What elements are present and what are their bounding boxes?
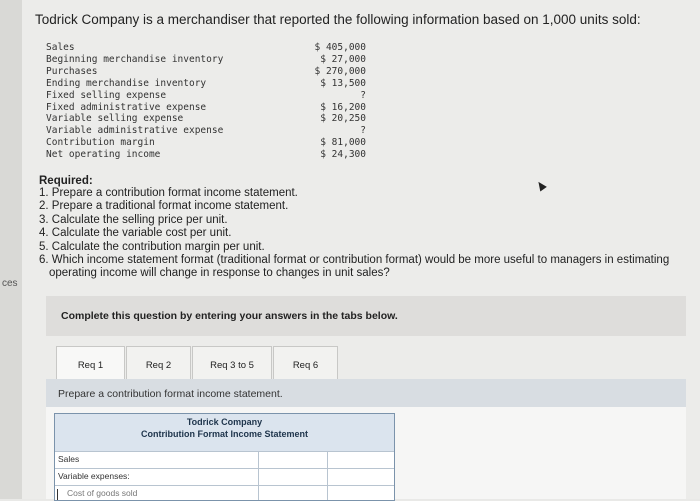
table-row [46,137,366,149]
sidebar-label: ces [2,278,18,289]
total-input[interactable] [327,452,395,468]
row-label[interactable]: Cost of goods sold [67,488,138,498]
item-label: Variable selling expense [46,113,184,125]
statement-header [55,414,394,451]
complete-instruction: Complete this question by entering your answers in the tabs below. [61,310,398,322]
tab-panel [46,379,686,499]
list-item: 3. Calculate the selling price per unit. [39,213,228,226]
table-row [46,54,366,66]
required-section [39,175,700,281]
list-item: 5. Calculate the contribution margin per unit. [39,240,265,253]
item-label: Beginning merchandise inventory [46,53,224,65]
table-row [46,90,366,102]
amount-input[interactable] [258,469,327,485]
table-row [46,113,366,125]
required-header: Required: [39,175,93,187]
list-item: 4. Calculate the variable cost per unit. [39,227,232,240]
item-value: $ 20,250 [320,113,366,125]
dropdown-marker-icon [57,489,58,500]
item-value: $ 405,000 [314,42,366,53]
statement-title: Contribution Format Income Statement [140,429,308,439]
list-item: operating income will change in response to changes in unit sales? [49,267,390,280]
table-row [46,125,366,137]
table-row [46,78,366,90]
left-sidebar [0,0,23,499]
tab-req-6[interactable]: Req 6 [273,346,338,383]
tab-req-1[interactable]: Req 1 [56,346,125,383]
question-area [22,0,700,499]
instruction-box [46,296,686,336]
item-label: Net operating income [46,149,161,161]
item-label: Fixed administrative expense [46,101,207,113]
item-label: Fixed selling expense [46,89,167,101]
table-row [46,149,366,161]
amount-input[interactable] [258,486,327,500]
panel-instruction: Prepare a contribution format income statement. [58,388,283,400]
total-input[interactable] [327,486,395,500]
item-value: $ 16,200 [320,101,366,113]
item-label: Ending merchandise inventory [46,77,207,89]
instruction-strip [46,379,686,407]
given-data-table [46,42,366,161]
item-value: $ 27,000 [320,53,366,65]
item-label: Purchases [46,65,98,77]
row-label: Sales [58,454,80,464]
problem-intro: Todrick Company is a merchandiser that reported the following information based on 1,000 units sold: [35,12,641,27]
table-row [46,66,366,78]
amount-input[interactable] [258,452,327,468]
item-value: $ 81,000 [320,137,366,149]
item-label: Contribution margin [46,137,155,149]
list-item: 2. Prepare a traditional format income statement. [39,200,289,213]
item-value: $ 270,000 [314,65,366,77]
table-row [46,42,366,54]
table-row [55,451,394,468]
income-statement [54,413,395,501]
tab-req-2[interactable]: Req 2 [126,346,191,383]
total-input[interactable] [327,469,395,485]
table-row [55,485,394,500]
item-label: Sales [46,42,75,53]
item-value: $ 13,500 [320,77,366,89]
item-label: Variable administrative expense [46,125,224,137]
item-value: ? [360,89,366,101]
row-label: Variable expenses: [58,471,130,481]
company-name: Todrick Company [186,417,263,427]
list-item: 1. Prepare a contribution format income statement. [39,187,298,199]
tab-bar [56,346,339,382]
table-row [46,102,366,114]
tab-req-3-to-5[interactable]: Req 3 to 5 [192,346,272,383]
list-item: 6. Which income statement format (traditional format or contribution format) would be more useful to managers in estimating [39,254,670,267]
table-row [55,468,394,485]
item-value: ? [360,125,366,137]
required-list [39,187,700,281]
item-value: $ 24,300 [320,149,366,161]
